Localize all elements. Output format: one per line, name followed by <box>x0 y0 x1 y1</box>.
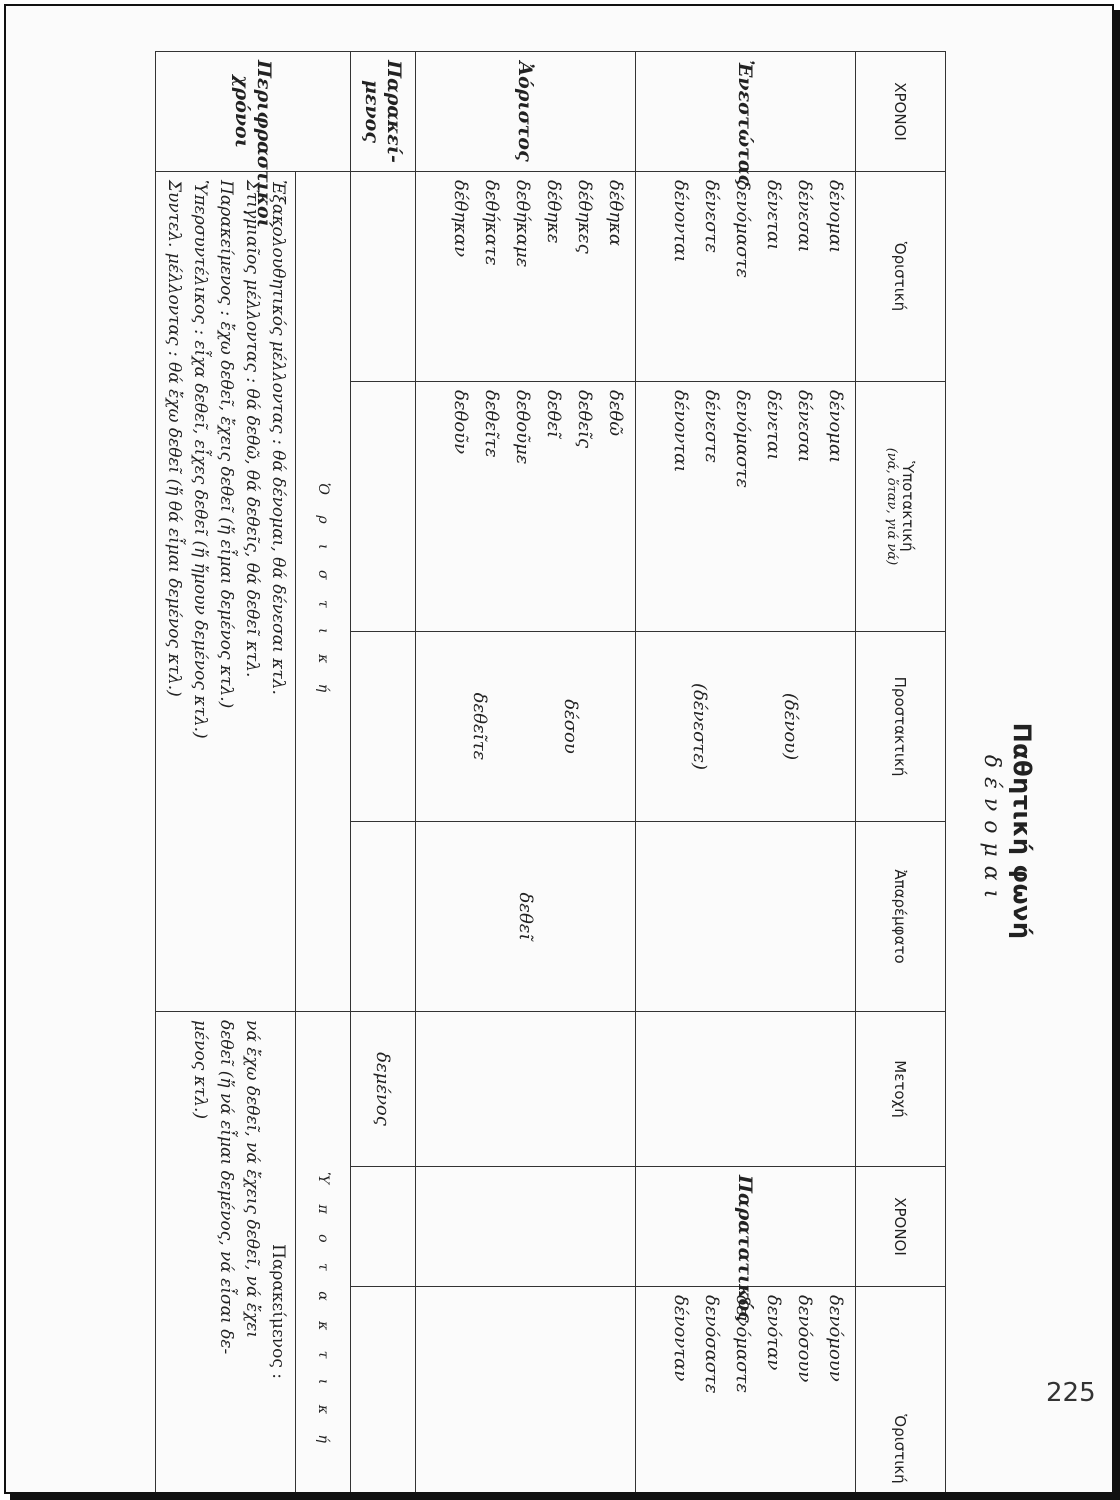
periphrastic-line: Στιγμιαῖος μέλλοντας : θά δεθῶ, θά δεθεῖς, θά δεθεῖ κτλ. <box>242 180 262 678</box>
aorist-imperative <box>416 632 636 822</box>
perfect-infinitive <box>351 822 416 1012</box>
periphrastic-line: Ὑπερσυντέλικος : εἶχα δεθεῖ, εἶχες δεθεῖ (ἤ ἤμουν δεμένος κτλ.) <box>190 180 210 739</box>
present-indicative <box>636 172 856 382</box>
form: δένεται <box>763 180 784 251</box>
form: (δένεστε) <box>689 682 711 771</box>
perfect-row <box>351 52 416 1495</box>
periphrastic-body-row <box>156 52 296 1495</box>
form: δενόμαστε <box>732 180 753 279</box>
header-tenses: ΧΡΟΝΟΙ <box>856 52 946 172</box>
periphrastic-indicative <box>156 172 296 1012</box>
periphrastic-label: Περιφραστικοί χρόνοι <box>156 52 351 172</box>
form: δεθήκατε <box>481 180 502 266</box>
aorist-empty-tense <box>416 1167 636 1287</box>
form: δενόμουν <box>825 1295 846 1382</box>
form: δεθοῦμε <box>512 390 533 465</box>
form: δένεστε <box>701 390 722 464</box>
form: δέθηκε <box>543 180 564 244</box>
form: δένεται <box>763 390 784 461</box>
form: δεθεῖτε <box>481 390 502 458</box>
present-infinitive <box>636 822 856 1012</box>
form: δεθήκαμε <box>512 180 533 268</box>
form: δέθηκαν <box>450 180 471 258</box>
page-number: 225 <box>1046 1378 1096 1408</box>
periphrastic-subjunctive <box>156 1012 296 1495</box>
periphrastic-subjunctive-header: Ὑ π ο τ α κ τ ι κ ή <box>296 1012 351 1495</box>
form: δενόμαστε <box>732 390 753 489</box>
form: δέθηκα <box>605 180 626 247</box>
aorist-label: Ἀόριστος <box>416 52 636 172</box>
aorist-empty-indicative <box>416 1287 636 1495</box>
conjugation-table <box>155 51 946 1494</box>
rotated-content <box>136 31 1036 1494</box>
present-participle <box>636 1012 856 1167</box>
present-subjunctive <box>636 382 856 632</box>
perfect-subjunctive <box>351 382 416 632</box>
form: δένομαι <box>825 390 846 464</box>
aorist-subjunctive <box>416 382 636 632</box>
form: δενόσουν <box>794 1295 815 1383</box>
periphrastic-line: Ἐξακολουθητικός μέλλοντας : θά δένομαι, θά δένεσαι κτλ. <box>268 180 288 695</box>
form: δένονται <box>670 180 691 263</box>
header-indicative: Ὁριστική <box>856 172 946 382</box>
form: δεθῶ <box>605 390 626 437</box>
header-indicative-2: Ὁριστική <box>856 1287 946 1495</box>
aorist-row <box>416 52 636 1495</box>
header-tenses-2: ΧΡΟΝΟΙ <box>856 1167 946 1287</box>
form: (δένου) <box>780 692 802 761</box>
present-row <box>636 52 856 1495</box>
form: δεθοῦν <box>450 390 471 455</box>
header-participle: Μετοχή <box>856 1012 946 1167</box>
form: δένεσαι <box>794 390 815 463</box>
form: δένονταν <box>670 1295 691 1382</box>
imperfect-label: Παρατατικός <box>636 1167 856 1287</box>
form: δεθεῖτε <box>469 692 491 761</box>
periphrastic-header-row <box>296 52 351 1495</box>
periphrastic-indicative-header: Ὁ ρ ι σ τ ι κ ή <box>296 172 351 1012</box>
form: δενόταν <box>763 1295 784 1371</box>
scanned-page <box>4 4 1114 1494</box>
verb-title: δένομαι <box>979 754 1004 908</box>
header-subjunctive-label: Ὑποτακτική <box>899 461 917 552</box>
form: δενόμαστε <box>732 1295 753 1394</box>
periphrastic-line: δεθεῖ (ἤ νά εἶμαι δεμένος, νά εἶσαι δε- <box>216 1020 236 1355</box>
imperfect-indicative <box>636 1287 856 1495</box>
perfect-participle: δεμένος <box>351 1012 416 1167</box>
form: δένονται <box>670 390 691 473</box>
perfect-indicative <box>351 172 416 382</box>
voice-title: Παθητική φωνή <box>1008 722 1036 940</box>
form: δέσου <box>560 699 582 754</box>
header-imperative: Προστακτική <box>856 632 946 822</box>
header-subjunctive-note: (νά, ὅταν, γιά νά) <box>884 447 899 566</box>
periphrastic-line: νά ἔχω δεθεῖ, νά ἔχεις δεθεῖ, νά ἔχει <box>242 1020 262 1339</box>
present-label: Ἐνεστώτας <box>636 52 856 172</box>
form: δέθηκες <box>574 180 595 254</box>
header-infinitive: Ἀπαρέμφατο <box>856 822 946 1012</box>
form: δένεστε <box>701 180 722 254</box>
form: δεθεῖς <box>574 390 595 449</box>
periphrastic-line: Παρακείμενος : ἔχω δεθεῖ, ἔχεις δεθεῖ (ἤ εἶμαι δεμένος κτλ.) <box>216 180 236 709</box>
form: δένεσαι <box>794 180 815 253</box>
periphrastic-line: Παρακείμενος : <box>268 1244 288 1379</box>
perfect-label: Παρακεί-μενος <box>351 52 416 172</box>
form: δένομαι <box>825 180 846 254</box>
aorist-indicative <box>416 172 636 382</box>
header-subjunctive <box>856 382 946 632</box>
form: δεθεῖ <box>543 390 564 439</box>
periphrastic-line: μένος κτλ.) <box>190 1020 210 1120</box>
page-heading <box>981 31 1036 1494</box>
perfect-empty-indicative <box>351 1287 416 1495</box>
perfect-empty-tense <box>351 1167 416 1287</box>
header-row <box>856 52 946 1495</box>
perfect-imperative <box>351 632 416 822</box>
form: δενόσαστε <box>701 1295 722 1394</box>
aorist-participle <box>416 1012 636 1167</box>
present-imperative <box>636 632 856 822</box>
periphrastic-line: Συντελ. μέλλοντας : θά ἔχω δεθεῖ (ἤ θά εἶμαι δεμένος κτλ.) <box>164 180 184 697</box>
aorist-infinitive: δεθεῖ <box>416 822 636 1012</box>
